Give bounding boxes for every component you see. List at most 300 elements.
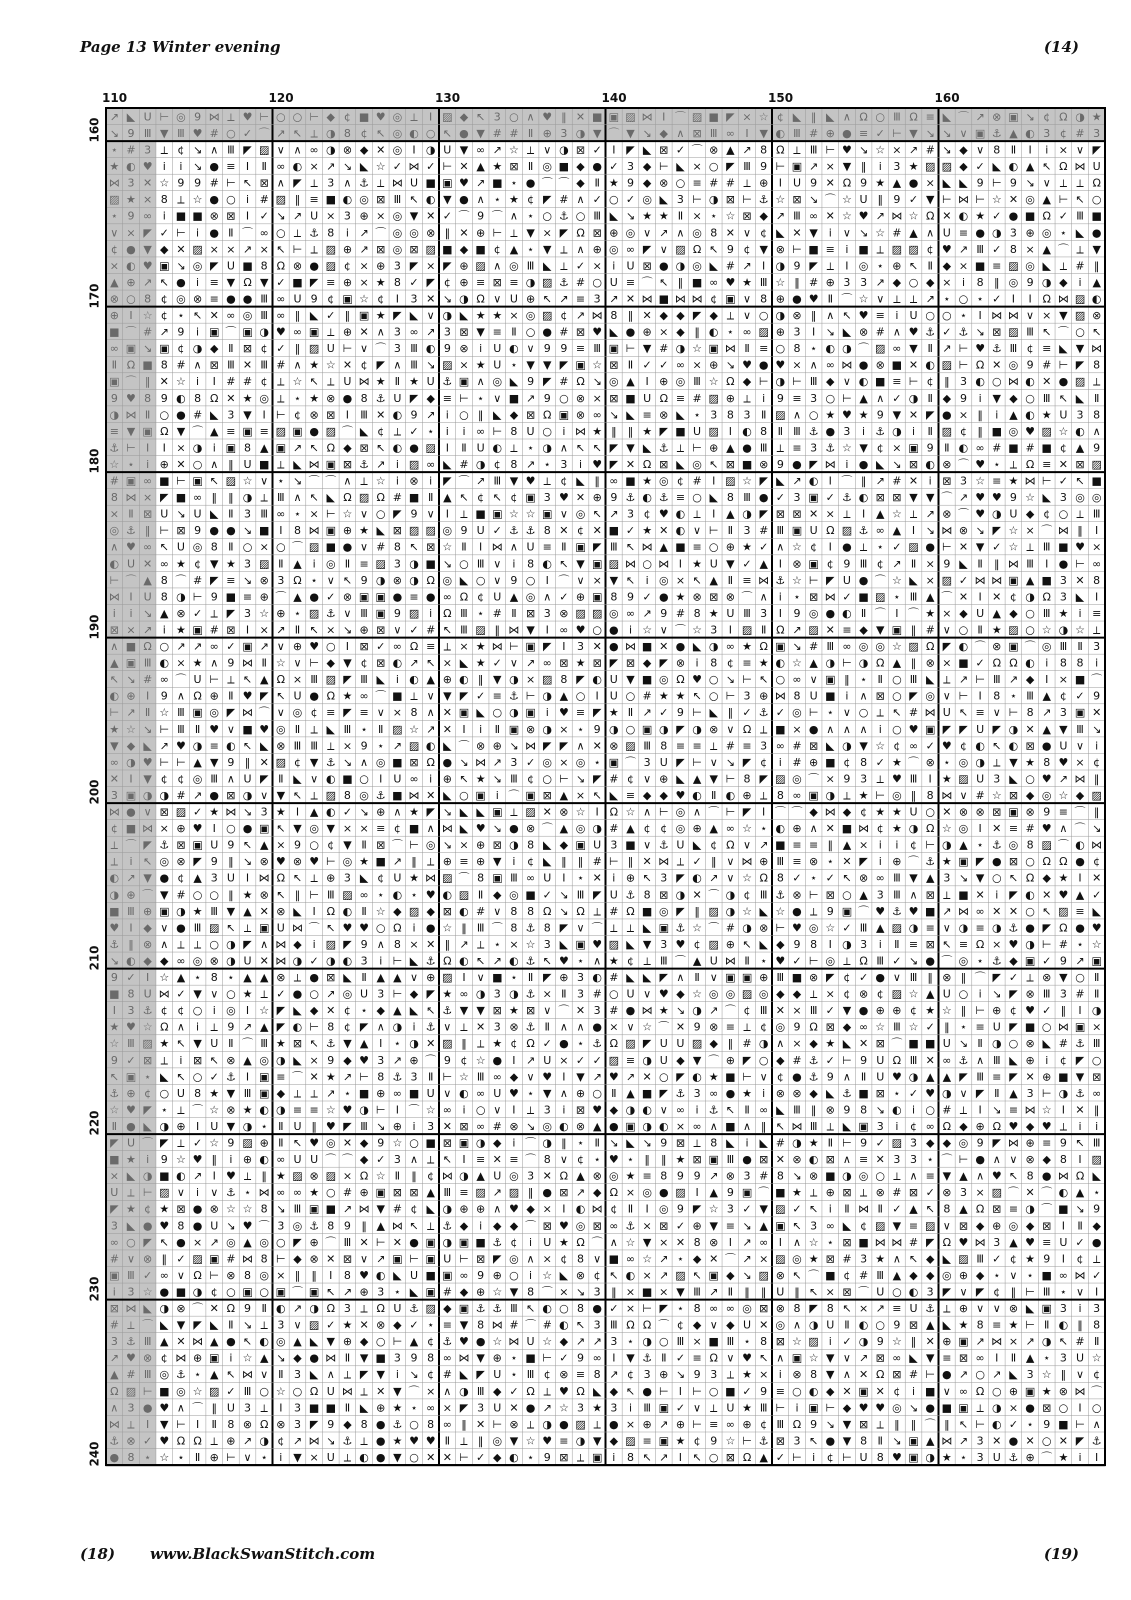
chart-symbol: ♥	[243, 110, 253, 123]
chart-symbol: 8	[727, 408, 734, 421]
chart-symbol: Ⅱ	[1044, 1319, 1049, 1332]
chart-symbol: ∧	[776, 541, 784, 554]
chart-symbol: ◆	[143, 921, 152, 934]
chart-symbol: ⊗	[659, 177, 668, 190]
chart-symbol: U	[393, 1302, 401, 1315]
chart-symbol: ↗	[643, 706, 652, 719]
chart-symbol: ⅰ	[346, 226, 349, 239]
chart-symbol: ⊗	[293, 259, 302, 272]
chart-symbol: 8	[577, 1252, 584, 1265]
chart-symbol: ♥	[276, 326, 286, 339]
chart-symbol: ◣	[610, 326, 619, 339]
chart-symbol: ◑	[443, 1203, 453, 1216]
chart-symbol: ✕	[1092, 706, 1101, 719]
chart-symbol: ↗	[426, 723, 435, 736]
chart-symbol: ×	[1025, 243, 1034, 256]
chart-symbol: ⋈	[991, 1335, 1002, 1348]
chart-symbol: U	[660, 1054, 668, 1067]
chart-symbol: Ⅱ	[977, 1037, 982, 1050]
chart-symbol: ▼	[227, 1087, 236, 1100]
chart-symbol: ∨	[726, 1352, 734, 1365]
chart-symbol: ♥	[559, 1219, 569, 1232]
chart-symbol: ⋈	[458, 1352, 469, 1365]
chart-symbol: ☆	[143, 1285, 153, 1298]
chart-symbol: ⟂	[310, 177, 318, 190]
chart-symbol: ▲	[376, 971, 385, 984]
chart-symbol: 8	[411, 706, 418, 719]
chart-symbol: Ⅱ	[828, 1137, 833, 1150]
chart-symbol: ☆	[892, 640, 902, 653]
chart-symbol: Ⅱ	[445, 1434, 450, 1447]
chart-symbol: Ⅱ	[361, 839, 366, 852]
chart-symbol: ≡	[243, 590, 252, 603]
chart-symbol: ▲	[893, 657, 902, 670]
chart-symbol: ⌒	[675, 110, 686, 123]
chart-symbol: U	[643, 392, 651, 405]
chart-symbol: ⊢	[909, 375, 919, 388]
chart-symbol: ■	[109, 988, 119, 1001]
chart-symbol: ×	[126, 623, 135, 636]
chart-symbol: ×	[459, 359, 468, 372]
chart-symbol: ✓	[992, 210, 1001, 223]
chart-symbol: 8	[344, 127, 351, 140]
chart-symbol: ↘	[143, 342, 152, 355]
chart-symbol: ✕	[493, 1153, 502, 1166]
chart-symbol: ×	[160, 822, 169, 835]
chart-symbol: ⊕	[759, 690, 768, 703]
chart-symbol: ⟂	[261, 1319, 269, 1332]
chart-symbol: ⊗	[260, 574, 269, 587]
chart-symbol: ◣	[543, 855, 552, 868]
chart-symbol: ⊢	[959, 359, 969, 372]
chart-symbol: ×	[942, 657, 951, 670]
chart-symbol: ∧	[377, 326, 385, 339]
chart-symbol: Ⅲ	[710, 127, 718, 140]
chart-symbol: ♥	[143, 259, 153, 272]
chart-symbol: U	[160, 508, 168, 521]
chart-symbol: ♥	[909, 905, 919, 918]
chart-symbol: 9	[1043, 1252, 1050, 1265]
chart-symbol: ∨	[210, 1186, 218, 1199]
chart-symbol: ☆	[909, 210, 919, 223]
chart-symbol: ◆	[360, 1335, 369, 1348]
chart-symbol: ⋆	[527, 210, 534, 223]
chart-symbol: Ⅱ	[828, 292, 833, 305]
chart-symbol: ◆	[676, 988, 685, 1001]
chart-symbol: 9	[1010, 491, 1017, 504]
chart-symbol: ∨	[1076, 1285, 1084, 1298]
chart-symbol: ●	[110, 1451, 120, 1464]
chart-symbol: ⊠	[509, 160, 518, 173]
chart-symbol: Ⅱ	[728, 1285, 733, 1298]
chart-symbol: 9	[694, 1368, 701, 1381]
chart-symbol: 9	[377, 1137, 384, 1150]
chart-symbol: ⊢	[975, 673, 985, 686]
chart-symbol: ✕	[1009, 905, 1018, 918]
chart-symbol: ↘	[926, 524, 935, 537]
chart-symbol: ∨	[726, 723, 734, 736]
chart-symbol: ⅰ	[829, 1335, 832, 1348]
chart-symbol: Ⅰ	[213, 1170, 216, 1183]
chart-symbol: ⊠	[759, 1302, 768, 1315]
chart-symbol: ×	[593, 259, 602, 272]
chart-symbol: ▨	[326, 938, 336, 951]
chart-symbol: ⊕	[393, 1120, 402, 1133]
chart-symbol: ⊗	[709, 1236, 718, 1249]
chart-symbol: ▲	[893, 177, 902, 190]
chart-symbol: 9	[660, 607, 667, 620]
chart-symbol: Ω	[277, 259, 285, 272]
chart-symbol: ⊠	[176, 1203, 185, 1216]
chart-symbol: Ⅰ	[745, 127, 748, 140]
chart-symbol: ■	[892, 359, 902, 372]
chart-symbol: ≡	[643, 408, 652, 421]
chart-symbol: ★	[193, 905, 203, 918]
chart-symbol: ○	[159, 640, 169, 653]
chart-symbol: ↗	[493, 756, 502, 769]
chart-symbol: ◎	[542, 160, 552, 173]
chart-symbol: ¢	[1043, 508, 1050, 521]
chart-symbol: ⚓	[925, 1302, 935, 1315]
chart-symbol: ✓	[992, 1252, 1001, 1265]
chart-symbol: ⚓	[226, 1070, 236, 1083]
chart-symbol: Ⅱ	[844, 1203, 849, 1216]
chart-symbol: ☆	[1058, 425, 1068, 438]
chart-symbol: ⋈	[109, 806, 120, 819]
chart-symbol: ◆	[1059, 276, 1068, 289]
chart-symbol: ✓	[376, 640, 385, 653]
chart-symbol: ◆	[293, 1352, 302, 1365]
chart-symbol: Ω	[743, 723, 751, 736]
chart-symbol: 8	[261, 259, 268, 272]
chart-symbol: 9	[727, 1186, 734, 1199]
chart-symbol: ∞	[443, 590, 452, 603]
chart-symbol: ◎	[1009, 425, 1019, 438]
chart-symbol: ≡	[1075, 905, 1084, 918]
chart-symbol: ■	[1091, 210, 1101, 223]
chart-symbol: ✕	[626, 292, 635, 305]
chart-symbol: ⋈	[508, 623, 519, 636]
chart-symbol: ◆	[460, 110, 469, 123]
chart-symbol: ◤	[426, 806, 435, 819]
chart-symbol: Ω	[726, 839, 734, 852]
chart-symbol: 3	[1060, 1302, 1067, 1315]
chart-symbol: #	[543, 1319, 552, 1332]
chart-symbol: ★	[476, 772, 486, 785]
chart-symbol: ✕	[676, 1021, 685, 1034]
chart-symbol: ‖	[445, 226, 451, 239]
chart-symbol: ⊗	[559, 1368, 568, 1381]
chart-symbol: ◆	[160, 243, 169, 256]
chart-symbol: Ⅲ	[260, 508, 268, 521]
chart-symbol: ●	[409, 441, 419, 454]
chart-symbol: ⟂	[877, 1418, 885, 1431]
chart-symbol: ↘	[742, 1269, 751, 1282]
chart-symbol: ☆	[193, 1385, 203, 1398]
chart-symbol: ≡	[509, 276, 518, 289]
chart-symbol: ¢	[760, 756, 767, 769]
chart-symbol: ⟂	[527, 144, 535, 157]
chart-symbol: ⊠	[376, 839, 385, 852]
chart-symbol: Ⅰ	[1028, 292, 1031, 305]
chart-symbol: Ⅲ	[1043, 607, 1051, 620]
chart-symbol: ∞	[792, 673, 801, 686]
chart-symbol: ¢	[111, 243, 118, 256]
chart-symbol: ◤	[726, 110, 735, 123]
chart-symbol: ●	[859, 458, 869, 471]
chart-symbol: ✕	[376, 144, 385, 157]
chart-symbol: ◆	[460, 243, 469, 256]
chart-symbol: ↗	[709, 1285, 718, 1298]
chart-symbol: ✕	[376, 1385, 385, 1398]
chart-symbol: ⋈	[625, 557, 636, 570]
chart-symbol: 3	[227, 408, 234, 421]
chart-symbol: ↘	[1075, 1203, 1084, 1216]
chart-symbol: ↘	[493, 772, 502, 785]
chart-symbol: ✕	[826, 623, 835, 636]
chart-symbol: ∞	[210, 640, 219, 653]
chart-symbol: ∨	[443, 1087, 451, 1100]
chart-symbol: ☆	[1042, 623, 1052, 636]
chart-symbol: ☆	[792, 541, 802, 554]
chart-symbol: ⊠	[1042, 1401, 1051, 1414]
chart-symbol: Ⅲ	[976, 1252, 984, 1265]
chart-symbol: ⅰ	[196, 276, 199, 289]
chart-symbol: ◤	[343, 706, 352, 719]
chart-symbol: ▨	[625, 1434, 635, 1447]
chart-symbol: 9	[344, 1219, 351, 1232]
chart-symbol: ⌒	[1091, 1385, 1102, 1398]
chart-symbol: ⊢	[1025, 1285, 1035, 1298]
chart-symbol: ✓	[543, 888, 552, 901]
chart-symbol: ≡	[826, 243, 835, 256]
chart-symbol: ●	[859, 359, 869, 372]
chart-symbol: ↘	[643, 127, 652, 140]
chart-symbol: ⋈	[825, 458, 836, 471]
chart-symbol: ∨	[959, 1285, 967, 1298]
chart-symbol: ¢	[910, 839, 917, 852]
chart-symbol: ★	[376, 309, 386, 322]
chart-symbol: ◤	[243, 144, 252, 157]
chart-symbol: ↘	[942, 144, 951, 157]
chart-symbol: ⊕	[193, 1352, 202, 1365]
chart-symbol: Ⅰ	[895, 607, 898, 620]
chart-symbol: ♥	[992, 491, 1002, 504]
chart-symbol: 9	[177, 326, 184, 339]
chart-symbol: ↖	[692, 1451, 701, 1464]
chart-symbol: ◣	[959, 557, 968, 570]
chart-symbol: ‖	[311, 1120, 317, 1133]
chart-symbol: ◎	[259, 1269, 269, 1282]
chart-symbol: ♥	[1075, 541, 1085, 554]
chart-symbol: ×	[559, 1054, 568, 1067]
chart-symbol: ⌒	[941, 491, 952, 504]
chart-symbol: ∞	[276, 309, 285, 322]
chart-symbol: ▨	[892, 921, 902, 934]
chart-symbol: ⊠	[609, 392, 618, 405]
chart-symbol: ◆	[926, 1269, 935, 1282]
chart-symbol: ¢	[510, 1037, 517, 1050]
chart-symbol: ⊠	[226, 789, 235, 802]
chart-symbol: Ⅰ	[929, 772, 932, 785]
chart-symbol: 9	[244, 1302, 251, 1315]
chart-symbol: ▼	[143, 772, 152, 785]
chart-symbol: 9	[1093, 1203, 1100, 1216]
chart-symbol: ■	[326, 1401, 336, 1414]
chart-symbol: ∞	[260, 226, 269, 239]
chart-symbol: ○	[975, 1368, 985, 1381]
chart-symbol: 8	[777, 789, 784, 802]
chart-symbol: ↗	[742, 259, 751, 272]
chart-symbol: ¢	[177, 1004, 184, 1017]
chart-symbol: 9	[677, 1203, 684, 1216]
chart-symbol: ∞	[276, 160, 285, 173]
chart-symbol: ★	[875, 806, 885, 819]
chart-symbol: ‖	[944, 1418, 950, 1431]
chart-symbol: ⊢	[842, 1054, 852, 1067]
chart-symbol: Ⅱ	[278, 1120, 283, 1133]
chart-symbol: ◆	[293, 938, 302, 951]
chart-symbol: ▼	[110, 739, 119, 752]
chart-symbol: ★	[476, 359, 486, 372]
chart-symbol: ◆	[493, 1219, 502, 1232]
chart-symbol: ✕	[942, 210, 951, 223]
chart-symbol: Ⅲ	[810, 375, 818, 388]
chart-symbol: ⋈	[492, 541, 503, 554]
chart-symbol: ⅰ	[779, 590, 782, 603]
chart-symbol: ¢	[427, 1368, 434, 1381]
chart-symbol: ◤	[660, 1302, 669, 1315]
chart-symbol: 3	[1060, 590, 1067, 603]
chart-symbol: 3	[810, 441, 817, 454]
chart-symbol: ▣	[575, 359, 585, 372]
chart-symbol: ♥	[426, 1434, 436, 1447]
chart-symbol: ↗	[659, 1418, 668, 1431]
chart-symbol: ⟂	[527, 1418, 535, 1431]
chart-symbol: ↗	[393, 855, 402, 868]
chart-symbol: ⋈	[991, 309, 1002, 322]
chart-symbol: ▣	[142, 425, 152, 438]
chart-symbol: ¢	[1060, 690, 1067, 703]
chart-symbol: ⋆	[427, 425, 434, 438]
chart-symbol: ⟂	[827, 1120, 835, 1133]
chart-symbol: Ω	[193, 1269, 201, 1282]
chart-symbol: ↖	[160, 541, 169, 554]
chart-symbol: 9	[893, 1319, 900, 1332]
chart-symbol: ■	[109, 326, 119, 339]
chart-symbol: Ⅰ	[146, 441, 149, 454]
chart-symbol: ‖	[461, 1418, 467, 1431]
chart-symbol: Ⅱ	[278, 1137, 283, 1150]
chart-symbol: ⋈	[1008, 1137, 1019, 1150]
chart-symbol: ⊗	[509, 1120, 518, 1133]
chart-symbol: ⊕	[992, 1219, 1001, 1232]
chart-symbol: ☆	[326, 1103, 336, 1116]
chart-symbol: ☆	[426, 1103, 436, 1116]
chart-symbol: Ω	[460, 590, 468, 603]
chart-symbol: ▣	[326, 458, 336, 471]
chart-symbol: ∨	[360, 1252, 368, 1265]
chart-symbol: ★	[176, 623, 186, 636]
chart-symbol: ◐	[742, 425, 752, 438]
chart-symbol: ▼	[943, 1170, 952, 1183]
chart-symbol: ⅰ	[845, 458, 848, 471]
chart-symbol: Ⅰ	[246, 623, 249, 636]
chart-symbol: ‖	[228, 888, 234, 901]
chart-symbol: ◐	[459, 673, 469, 686]
chart-symbol: ∞	[609, 1219, 618, 1232]
chart-symbol: ⅰ	[396, 1368, 399, 1381]
chart-symbol: ○	[476, 574, 486, 587]
chart-symbol: ★	[492, 309, 502, 322]
chart-symbol: ↖	[443, 623, 452, 636]
chart-symbol: Ⅱ	[1077, 1219, 1082, 1232]
chart-symbol: ⋈	[392, 177, 403, 190]
chart-symbol: ‖	[628, 425, 634, 438]
chart-symbol: ◤	[926, 408, 935, 421]
chart-symbol: ∨	[293, 1319, 301, 1332]
chart-symbol: ○	[626, 690, 636, 703]
chart-symbol: ●	[526, 1401, 536, 1414]
chart-symbol: ⊕	[459, 1203, 468, 1216]
chart-symbol: ¢	[677, 475, 684, 488]
chart-symbol: ∞	[176, 954, 185, 967]
chart-symbol: ∧	[860, 690, 868, 703]
chart-symbol: ⊕	[809, 756, 818, 769]
chart-symbol: Ⅰ	[313, 905, 316, 918]
chart-symbol: ⌒	[858, 905, 869, 918]
chart-symbol: ✕	[110, 772, 119, 785]
chart-symbol: ⅰ	[512, 557, 515, 570]
chart-symbol: ✕	[1025, 723, 1034, 736]
chart-symbol: U	[660, 1037, 668, 1050]
chart-symbol: ¢	[860, 806, 867, 819]
chart-symbol: ◑	[443, 309, 453, 322]
chart-symbol: ∞	[459, 1269, 468, 1282]
chart-symbol: ○	[293, 110, 303, 123]
chart-symbol: ⊕	[210, 690, 219, 703]
chart-symbol: ⊕	[110, 309, 119, 322]
chart-symbol: ⚓	[592, 1037, 602, 1050]
chart-symbol: ●	[659, 259, 669, 272]
chart-symbol: Ω	[1043, 855, 1051, 868]
chart-symbol: Ω	[743, 1451, 751, 1464]
chart-symbol: ‖	[728, 706, 734, 719]
chart-symbol: ↖	[559, 557, 568, 570]
chart-symbol: ♥	[1025, 425, 1035, 438]
chart-symbol: ◎	[892, 1401, 902, 1414]
chart-symbol: ☆	[259, 607, 269, 620]
chart-symbol: ⊢	[1059, 193, 1069, 206]
chart-symbol: ⟂	[161, 144, 169, 157]
chart-symbol: 8	[327, 1219, 334, 1232]
chart-symbol: ◎	[226, 1236, 236, 1249]
chart-symbol: #	[976, 789, 985, 802]
chart-symbol: ■	[942, 1401, 952, 1414]
chart-symbol: ▲	[1042, 243, 1051, 256]
chart-symbol: ⊢	[875, 789, 885, 802]
chart-symbol: ∨	[1009, 1153, 1017, 1166]
chart-symbol: ↖	[576, 441, 585, 454]
chart-symbol: ↗	[959, 243, 968, 256]
chart-symbol: ◎	[825, 954, 835, 967]
chart-symbol: Ⅲ	[1026, 690, 1034, 703]
chart-symbol: 8	[510, 458, 517, 471]
chart-symbol: Ⅲ	[1043, 1285, 1051, 1298]
chart-symbol: ↖	[210, 475, 219, 488]
chart-symbol: ☆	[243, 1203, 253, 1216]
chart-symbol: ◑	[1092, 1004, 1102, 1017]
